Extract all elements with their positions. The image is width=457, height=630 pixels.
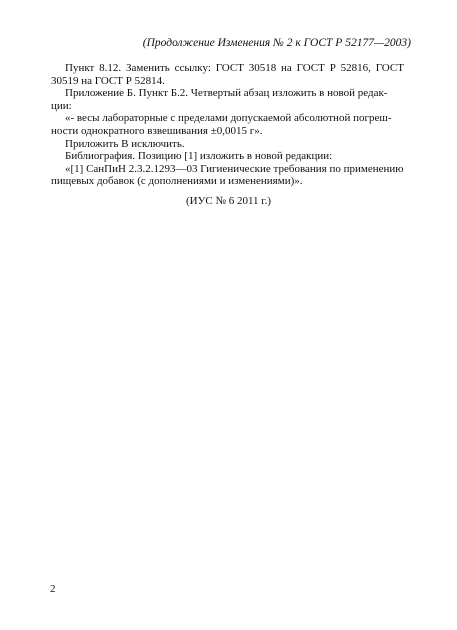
paragraph-item-8-12-line-1 xyxy=(51,62,404,75)
word: Пункт xyxy=(65,62,95,74)
word: 8.12. xyxy=(99,62,122,74)
word: ГОСТ xyxy=(215,62,244,74)
bibliography-item-line-1: «[1] СанПиН 2.3.2.1293—03 Гигиенические требования по применению xyxy=(65,162,404,175)
running-header: (Продолжение Изменения № 2 к ГОСТ Р 52177—2003) xyxy=(142,37,411,49)
word: ГОСТ xyxy=(375,62,404,74)
appendix-b-paragraph-line-2: ции: xyxy=(51,99,72,112)
word: Заменить xyxy=(125,62,170,74)
laboratory-scales-paragraph-line-2: ности однократного взвешивания ±0,0015 г». xyxy=(51,124,263,137)
word: на xyxy=(281,62,292,74)
word: 30518 xyxy=(248,62,277,74)
word: ссылку: xyxy=(174,62,211,74)
laboratory-scales-paragraph-line-1: «- весы лабораторные с пределами допускаемой абсолютной погреш- xyxy=(65,112,392,125)
appendix-v-exclusion-paragraph: Приложить В исключить. xyxy=(65,137,185,150)
word: 52816, xyxy=(340,62,371,74)
ius-source-note: (ИУС № 6 2011 г.) xyxy=(185,195,271,207)
word: ГОСТ xyxy=(296,62,325,74)
word: Р xyxy=(329,62,336,74)
paragraph-item-8-12-line-2: 30519 на ГОСТ Р 52814. xyxy=(51,74,165,87)
amendment-text xyxy=(51,62,404,188)
bibliography-paragraph: Библиография. Позицию [1] изложить в новой редакции: xyxy=(65,150,333,163)
bibliography-item-line-2: пищевых добавок (с дополнениями и изменениями)». xyxy=(51,175,303,188)
appendix-b-paragraph-line-1: Приложение Б. Пункт Б.2. Четвертый абзац изложить в новой редак- xyxy=(65,87,388,100)
page-number: 2 xyxy=(50,583,56,595)
